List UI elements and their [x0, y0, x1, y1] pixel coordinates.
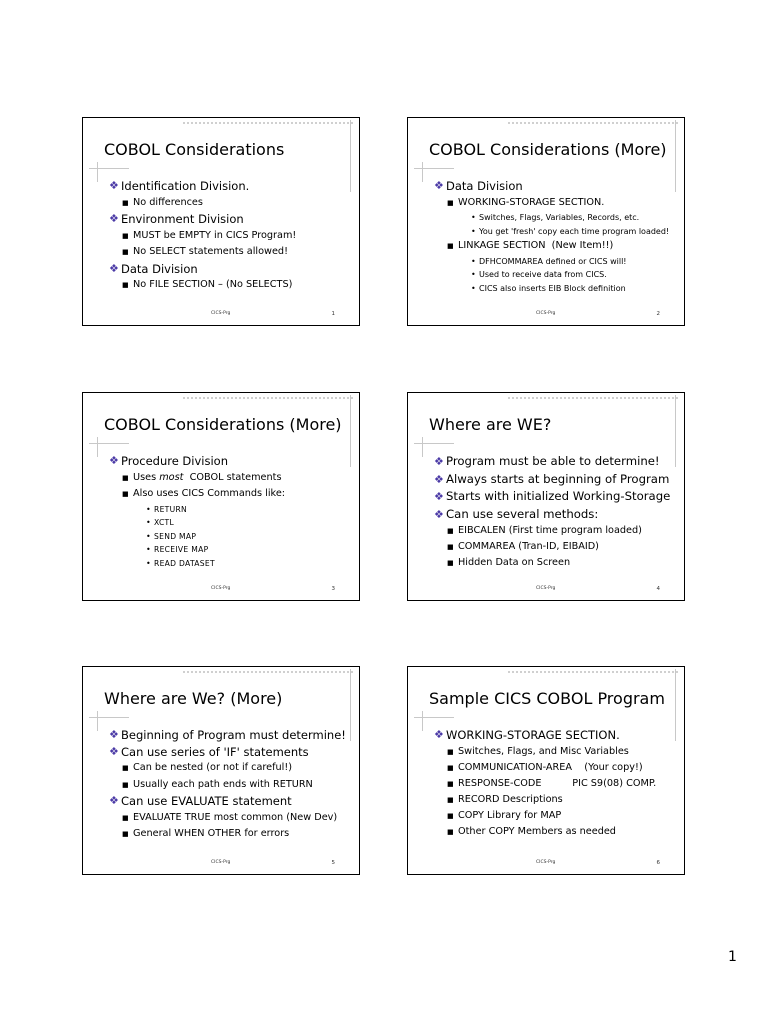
- bullet-item-level-2: [434, 195, 676, 212]
- bullet-item-level-1: [109, 453, 351, 470]
- bullet-text: COMMUNICATION-AREA (Your copy!): [458, 761, 643, 773]
- slide-number: 6: [656, 860, 660, 866]
- square-bullet-icon: ■: [447, 543, 454, 551]
- bullet-text: CICS also inserts EIB Block definition: [479, 283, 626, 293]
- slide-decoration-line: [414, 443, 454, 444]
- bullet-item-level-1: [434, 488, 676, 506]
- square-bullet-icon: ■: [122, 813, 129, 822]
- bullet-text: Data Division: [446, 179, 523, 193]
- bullet-item-level-1: [434, 727, 676, 744]
- bullet-text: Always starts at beginning of Program: [446, 471, 670, 486]
- bullet-text: Also uses CICS Commands like:: [133, 488, 286, 499]
- dot-bullet-icon: •: [471, 213, 476, 222]
- bullet-item-level-3: [434, 282, 676, 296]
- dot-bullet-icon: •: [471, 226, 476, 236]
- slide-title: Where are WE?: [429, 415, 552, 434]
- bullet-text: Usually each path ends with RETURN: [133, 778, 313, 790]
- bullet-text: Can use several methods:: [446, 506, 599, 521]
- slide-footer: CICS-Prg: [536, 311, 556, 316]
- bullet-item-level-3: [109, 516, 351, 530]
- diamond-bullet-icon: ❖: [109, 744, 119, 758]
- bullet-text: Can be nested (or not if careful!): [133, 762, 293, 773]
- slide-decoration-line: [89, 168, 129, 169]
- square-bullet-icon: ■: [122, 780, 129, 789]
- slide-number: 1: [331, 311, 335, 317]
- slide-bullet-list: [109, 178, 351, 294]
- bullet-item-level-1: [434, 178, 676, 195]
- diamond-bullet-icon: ❖: [434, 490, 444, 503]
- bullet-item-level-2: [109, 777, 351, 794]
- bullet-text: General WHEN OTHER for errors: [133, 828, 290, 839]
- square-bullet-icon: ■: [122, 248, 129, 256]
- square-bullet-icon: ■: [447, 527, 454, 535]
- bullet-text: DFHCOMMAREA defined or CICS will!: [479, 256, 627, 266]
- diamond-bullet-icon: ❖: [434, 179, 444, 192]
- square-bullet-icon: ■: [122, 231, 129, 240]
- slide-number: 5: [331, 860, 335, 866]
- slide-decoration-line: [97, 162, 98, 182]
- bullet-text: SEND MAP: [154, 531, 197, 541]
- square-bullet-icon: ■: [122, 490, 129, 498]
- slide-decoration-line: [89, 717, 129, 718]
- slide-6: [407, 666, 685, 875]
- slide-decoration-line: [183, 397, 353, 399]
- bullet-text-part: Uses: [133, 471, 160, 483]
- dot-bullet-icon: •: [471, 256, 476, 266]
- bullet-item-level-1: [434, 471, 676, 489]
- square-bullet-icon: ■: [122, 473, 129, 482]
- bullet-text: WORKING-STORAGE SECTION.: [446, 728, 620, 742]
- bullet-item-level-2: [434, 238, 676, 255]
- square-bullet-icon: ■: [447, 242, 454, 250]
- square-bullet-icon: ■: [447, 827, 454, 836]
- diamond-bullet-icon: ❖: [109, 794, 119, 807]
- slide-1: [82, 117, 360, 326]
- square-bullet-icon: ■: [447, 795, 454, 804]
- bullet-text-emphasis: most: [159, 471, 184, 483]
- diamond-bullet-icon: ❖: [109, 728, 119, 741]
- bullet-text: MUST be EMPTY in CICS Program!: [133, 229, 297, 241]
- bullet-item-level-3: [434, 268, 676, 282]
- bullet-text: RECORD Descriptions: [458, 793, 563, 805]
- slide-bullet-list: [109, 727, 351, 843]
- slide-number: 3: [331, 586, 335, 592]
- bullet-text: RESPONSE-CODE PIC S9(08) COMP.: [458, 777, 657, 789]
- slide-footer: CICS-Prg: [536, 586, 556, 591]
- bullet-item-level-1: [434, 453, 676, 471]
- slide-4: [407, 392, 685, 601]
- bullet-text: Identification Division.: [121, 179, 250, 193]
- dot-bullet-icon: •: [146, 518, 152, 527]
- bullet-item-level-2: [434, 523, 676, 539]
- bullet-text: Can use EVALUATE statement: [121, 794, 292, 808]
- slide-decoration-line: [89, 443, 129, 444]
- square-bullet-icon: ■: [447, 811, 454, 820]
- bullet-item-level-2: [434, 555, 676, 571]
- dot-bullet-icon: •: [471, 270, 476, 279]
- bullet-text: COPY Library for MAP: [458, 809, 562, 821]
- bullet-item-level-2: [434, 760, 676, 776]
- bullet-item-level-3: [434, 211, 676, 225]
- diamond-bullet-icon: ❖: [434, 507, 444, 521]
- bullet-text: EVALUATE TRUE most common (New Dev): [133, 811, 338, 823]
- bullet-item-level-2: [109, 228, 351, 245]
- bullet-text: Switches, Flags, Variables, Records, etc.: [479, 213, 640, 222]
- bullet-item-level-1: [109, 211, 351, 228]
- diamond-bullet-icon: ❖: [109, 179, 119, 192]
- slide-decoration-line: [422, 711, 423, 731]
- slide-title: Sample CICS COBOL Program: [429, 689, 665, 708]
- slide-decoration-line: [508, 122, 678, 124]
- bullet-text: EIBCALEN (First time program loaded): [458, 525, 642, 536]
- slide-decoration-line: [508, 397, 678, 399]
- slide-decoration-line: [97, 711, 98, 731]
- bullet-text: LINKAGE SECTION (New Item!!): [458, 240, 614, 251]
- square-bullet-icon: ■: [122, 198, 129, 207]
- bullet-text: READ DATASET: [154, 558, 215, 568]
- slide-bullet-list: [434, 727, 676, 840]
- dot-bullet-icon: •: [146, 504, 152, 514]
- slide-decoration-line: [97, 437, 98, 457]
- bullet-item-level-1: [109, 793, 351, 810]
- slide-decoration-line: [183, 671, 353, 673]
- bullet-item-level-2: [434, 792, 676, 808]
- slide-title: COBOL Considerations (More): [104, 415, 342, 434]
- diamond-bullet-icon: ❖: [434, 455, 444, 468]
- bullet-item-level-3: [109, 503, 351, 517]
- slide-5: [82, 666, 360, 875]
- slide-footer: CICS-Prg: [211, 860, 231, 865]
- square-bullet-icon: ■: [447, 747, 454, 756]
- bullet-text: Starts with initialized Working-Storage: [446, 489, 671, 503]
- square-bullet-icon: ■: [447, 763, 454, 772]
- slide-bullet-list: [109, 453, 351, 570]
- bullet-text: Procedure Division: [121, 454, 228, 468]
- bullet-text: Can use series of 'IF' statements: [121, 744, 309, 759]
- bullet-text: RECEIVE MAP: [154, 545, 209, 554]
- slide-2: [407, 117, 685, 326]
- slide-number: 2: [656, 311, 660, 317]
- bullet-item-level-3: [434, 225, 676, 239]
- bullet-item-level-2: [434, 808, 676, 824]
- dot-bullet-icon: •: [146, 558, 152, 568]
- dot-bullet-icon: •: [471, 283, 476, 293]
- bullet-text: Hidden Data on Screen: [458, 557, 571, 568]
- bullet-text: No differences: [133, 196, 203, 208]
- bullet-text-part: COBOL statements: [183, 471, 282, 483]
- bullet-text: RETURN: [154, 504, 188, 514]
- bullet-item-level-1: [109, 178, 351, 195]
- slide-title: COBOL Considerations (More): [429, 140, 667, 159]
- bullet-item-level-3: [109, 543, 351, 557]
- bullet-item-level-2: [109, 470, 351, 487]
- page-number: 1: [728, 949, 737, 965]
- slide-3: [82, 392, 360, 601]
- bullet-text: Beginning of Program must determine!: [121, 728, 346, 742]
- slide-decoration-line: [422, 162, 423, 182]
- bullet-item-level-2: [109, 277, 351, 294]
- bullet-item-level-2: [109, 486, 351, 503]
- bullet-text: Used to receive data from CICS.: [479, 270, 607, 279]
- bullet-text: Data Division: [121, 261, 198, 276]
- bullet-text: You get 'fresh' copy each time program loaded!: [479, 226, 670, 236]
- bullet-item-level-2: [434, 744, 676, 760]
- bullet-text: Other COPY Members as needed: [458, 825, 616, 837]
- bullet-text: No FILE SECTION – (No SELECTS): [133, 279, 293, 290]
- bullet-item-level-2: [109, 760, 351, 777]
- square-bullet-icon: ■: [122, 281, 129, 289]
- bullet-item-level-3: [434, 255, 676, 269]
- bullet-item-level-2: [109, 244, 351, 261]
- slide-title: Where are We? (More): [104, 689, 283, 708]
- bullet-item-level-2: [434, 776, 676, 792]
- square-bullet-icon: ■: [447, 559, 454, 567]
- diamond-bullet-icon: ❖: [109, 261, 119, 275]
- slide-decoration-line: [508, 671, 678, 673]
- square-bullet-icon: ■: [447, 779, 454, 788]
- slide-footer: CICS-Prg: [536, 860, 556, 865]
- bullet-item-level-3: [109, 530, 351, 544]
- bullet-item-level-2: [109, 826, 351, 843]
- bullet-item-level-1: [109, 261, 351, 278]
- diamond-bullet-icon: ❖: [109, 454, 119, 467]
- bullet-item-level-1: [109, 727, 351, 744]
- bullet-text: No SELECT statements allowed!: [133, 246, 288, 257]
- slide-decoration-line: [414, 717, 454, 718]
- slide-decoration-line: [183, 122, 353, 124]
- bullet-text: Environment Division: [121, 212, 244, 226]
- diamond-bullet-icon: ❖: [434, 728, 444, 741]
- square-bullet-icon: ■: [447, 198, 454, 207]
- bullet-item-level-2: [109, 195, 351, 212]
- diamond-bullet-icon: ❖: [109, 212, 119, 225]
- bullet-text: WORKING-STORAGE SECTION.: [458, 196, 605, 208]
- dot-bullet-icon: •: [146, 545, 152, 554]
- bullet-text: Program must be able to determine!: [446, 454, 660, 468]
- slide-decoration-line: [414, 168, 454, 169]
- square-bullet-icon: ■: [122, 764, 129, 772]
- slide-bullet-list: [434, 178, 676, 295]
- bullet-item-level-3: [109, 557, 351, 571]
- bullet-item-level-2: [109, 810, 351, 827]
- slide-bullet-list: [434, 453, 676, 571]
- diamond-bullet-icon: ❖: [434, 472, 444, 486]
- bullet-text: Switches, Flags, and Misc Variables: [458, 745, 629, 757]
- slide-number: 4: [656, 586, 660, 592]
- bullet-item-level-2: [434, 539, 676, 555]
- bullet-text: COMMAREA (Tran-ID, EIBAID): [458, 541, 599, 552]
- slide-footer: CICS-Prg: [211, 586, 231, 591]
- bullet-item-level-1: [109, 744, 351, 761]
- bullet-text: XCTL: [154, 518, 175, 527]
- bullet-item-level-2: [434, 824, 676, 840]
- square-bullet-icon: ■: [122, 830, 129, 838]
- slide-decoration-line: [422, 437, 423, 457]
- dot-bullet-icon: •: [146, 531, 152, 541]
- slide-title: COBOL Considerations: [104, 140, 285, 159]
- slide-footer: CICS-Prg: [211, 311, 231, 316]
- bullet-item-level-1: [434, 506, 676, 524]
